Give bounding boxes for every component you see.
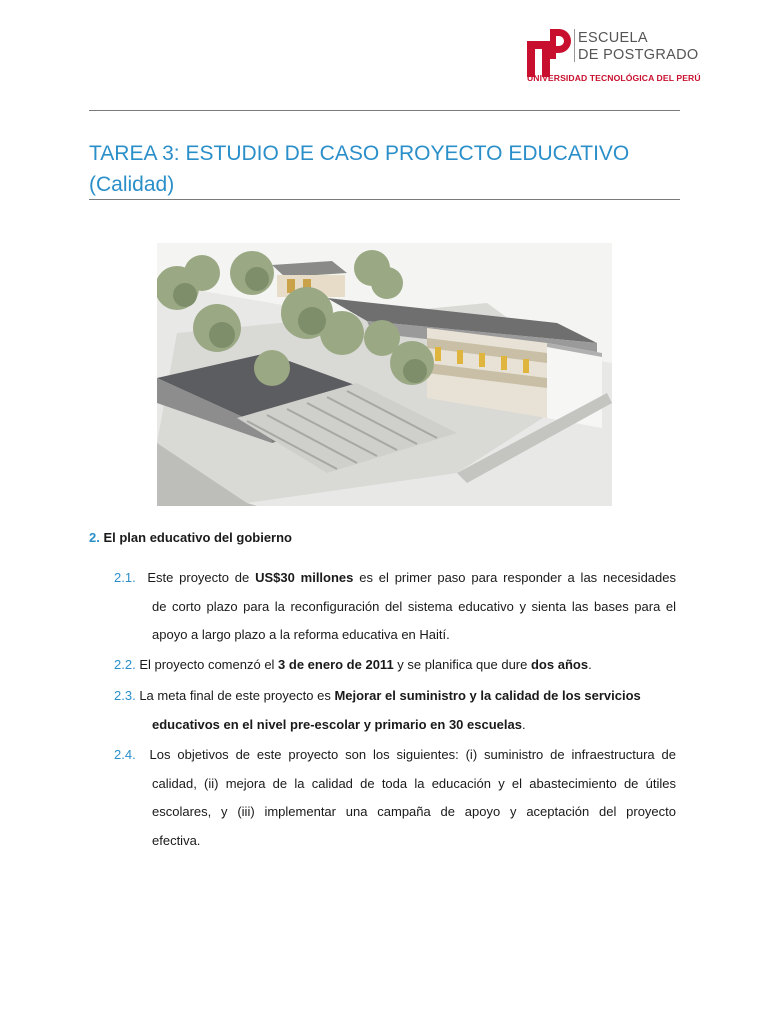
list-item-2-4 bbox=[114, 741, 676, 855]
item-bold-text: Mejorar el suministro y la calidad de los servicios bbox=[334, 688, 641, 703]
item-text: La meta final de este proyecto es bbox=[139, 688, 335, 703]
item-text: Este proyecto de bbox=[147, 570, 256, 585]
top-divider bbox=[89, 110, 680, 111]
list-item-2-1 bbox=[114, 564, 676, 650]
item-text: es el primer paso para responder a las necesidades bbox=[353, 570, 676, 585]
item-bold-text: US$30 millones bbox=[255, 570, 354, 585]
section-heading bbox=[89, 530, 292, 545]
logo-text-postgrado: DE POSTGRADO bbox=[578, 47, 699, 63]
item-text: . bbox=[588, 657, 592, 672]
item-text: El proyecto comenzó el bbox=[139, 657, 279, 672]
utp-logo bbox=[527, 24, 707, 86]
list-item-2-2 bbox=[114, 651, 676, 680]
item-number: 2.1. bbox=[114, 570, 136, 585]
utp-logo-icon bbox=[527, 27, 571, 77]
item-number: 2.4. bbox=[114, 747, 136, 762]
title-divider bbox=[89, 199, 680, 200]
list-item-2-3 bbox=[114, 682, 676, 739]
item-bold-text: 3 de enero de 2011 bbox=[278, 657, 394, 672]
section-title: El plan educativo del gobierno bbox=[103, 530, 292, 545]
item-text: efectiva. bbox=[152, 832, 201, 848]
logo-text-university: UNIVERSIDAD TECNOLÓGICA DEL PERÚ bbox=[527, 73, 701, 83]
item-number: 2.2. bbox=[114, 657, 136, 672]
title-line-1: TAREA 3: ESTUDIO DE CASO PROYECTO EDUCATIVO bbox=[89, 142, 630, 165]
item-text: Los objetivos de este proyecto son los siguientes: (i) suministro de infraestructura de bbox=[149, 747, 676, 762]
logo-separator bbox=[574, 29, 575, 62]
item-bold-text: dos años bbox=[530, 657, 589, 672]
item-text: . bbox=[521, 716, 526, 732]
item-text: apoyo a largo plazo a la reforma educativa en Haití. bbox=[152, 627, 450, 642]
title-line-2: (Calidad) bbox=[89, 173, 175, 196]
item-bold-text: educativos en el nivel pre-escolar y primario en 30 escuelas bbox=[152, 716, 522, 732]
item-text: calidad, (ii) mejora de la calidad de toda la educación y el abastecimiento de útiles bbox=[152, 775, 676, 791]
logo-text-escuela: ESCUELA bbox=[578, 30, 648, 46]
item-text: escolares, y (iii) implementar una campaña de apoyo y aceptación del proyecto bbox=[152, 804, 676, 819]
item-text: de corto plazo para la reconfiguración del sistema educativo y sienta las bases para el bbox=[152, 598, 676, 614]
page-title bbox=[89, 138, 689, 200]
item-text: y se planifica que dure bbox=[393, 657, 531, 672]
section-number: 2. bbox=[89, 530, 100, 545]
item-number: 2.3. bbox=[114, 688, 136, 703]
school-rendering-image bbox=[157, 243, 612, 506]
